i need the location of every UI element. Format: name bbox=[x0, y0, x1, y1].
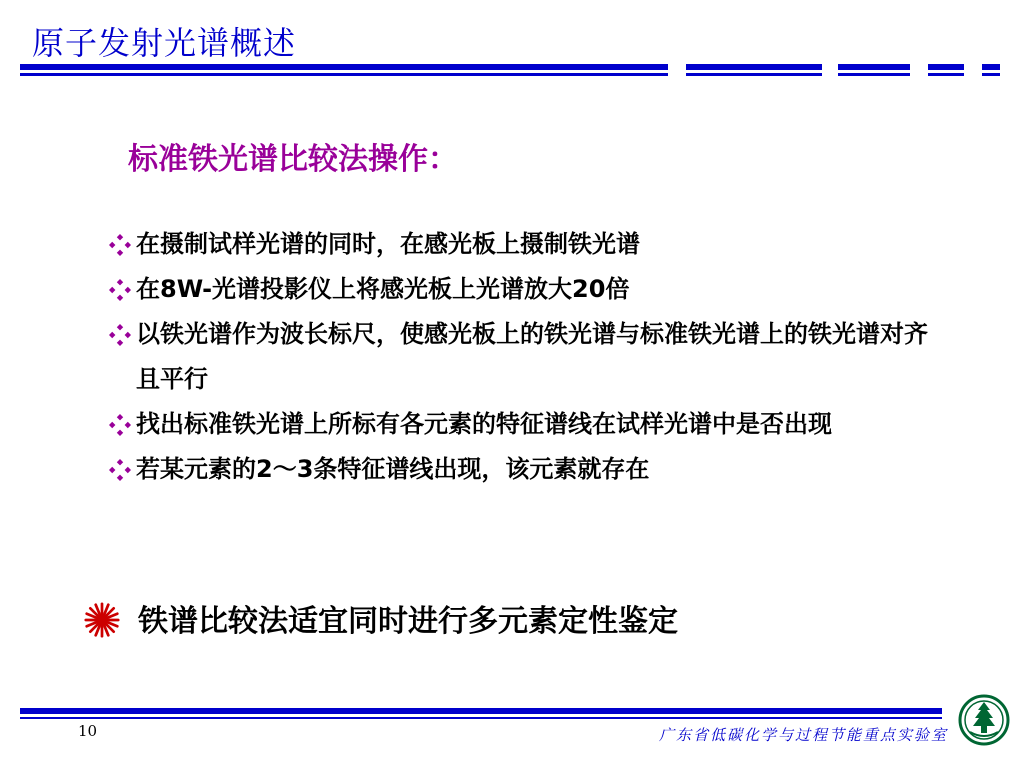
bullet-list bbox=[106, 222, 946, 492]
lab-emblem-icon bbox=[958, 694, 1010, 746]
list-item bbox=[106, 312, 946, 402]
list-item-text: 以铁光谱作为波长标尺，使感光板上的铁光谱与标准铁光谱上的铁光谱对齐且平行 bbox=[136, 320, 928, 393]
list-item-text: 找出标准铁光谱上所标有各元素的特征谱线在试样光谱中是否出现 bbox=[136, 410, 832, 438]
section-heading: 标准铁光谱比较法操作： bbox=[128, 142, 458, 177]
list-item-text: 若某元素的2～3条特征谱线出现，该元素就存在 bbox=[136, 455, 650, 483]
header-divider-segment bbox=[982, 64, 1000, 78]
conclusion-text: 铁谱比较法适宜同时进行多元素定性鉴定 bbox=[138, 604, 678, 639]
list-item bbox=[106, 402, 946, 447]
footer-organization: 广东省低碳化学与过程节能重点实验室 bbox=[658, 726, 948, 744]
footer-divider bbox=[20, 708, 942, 720]
header-divider-segment bbox=[838, 64, 910, 78]
diamond-bullet-icon bbox=[106, 312, 136, 357]
list-item bbox=[106, 267, 946, 312]
conclusion-line bbox=[84, 596, 678, 640]
diamond-bullet-icon bbox=[106, 402, 136, 447]
diamond-bullet-icon bbox=[106, 267, 136, 312]
list-item bbox=[106, 222, 946, 267]
header-divider-segment bbox=[928, 64, 964, 78]
header-divider bbox=[20, 64, 1004, 78]
header-divider-segment bbox=[20, 64, 668, 78]
list-item-text: 在8W-光谱投影仪上将感光板上光谱放大20倍 bbox=[136, 275, 630, 303]
list-item bbox=[106, 447, 946, 492]
star-burst-icon bbox=[84, 602, 120, 638]
slide-title: 原子发射光谱概述 bbox=[32, 24, 297, 62]
page-number: 10 bbox=[78, 722, 98, 740]
diamond-bullet-icon bbox=[106, 447, 136, 492]
header-divider-segment bbox=[686, 64, 822, 78]
diamond-bullet-icon bbox=[106, 222, 136, 267]
list-item-text: 在摄制试样光谱的同时，在感光板上摄制铁光谱 bbox=[136, 230, 640, 258]
